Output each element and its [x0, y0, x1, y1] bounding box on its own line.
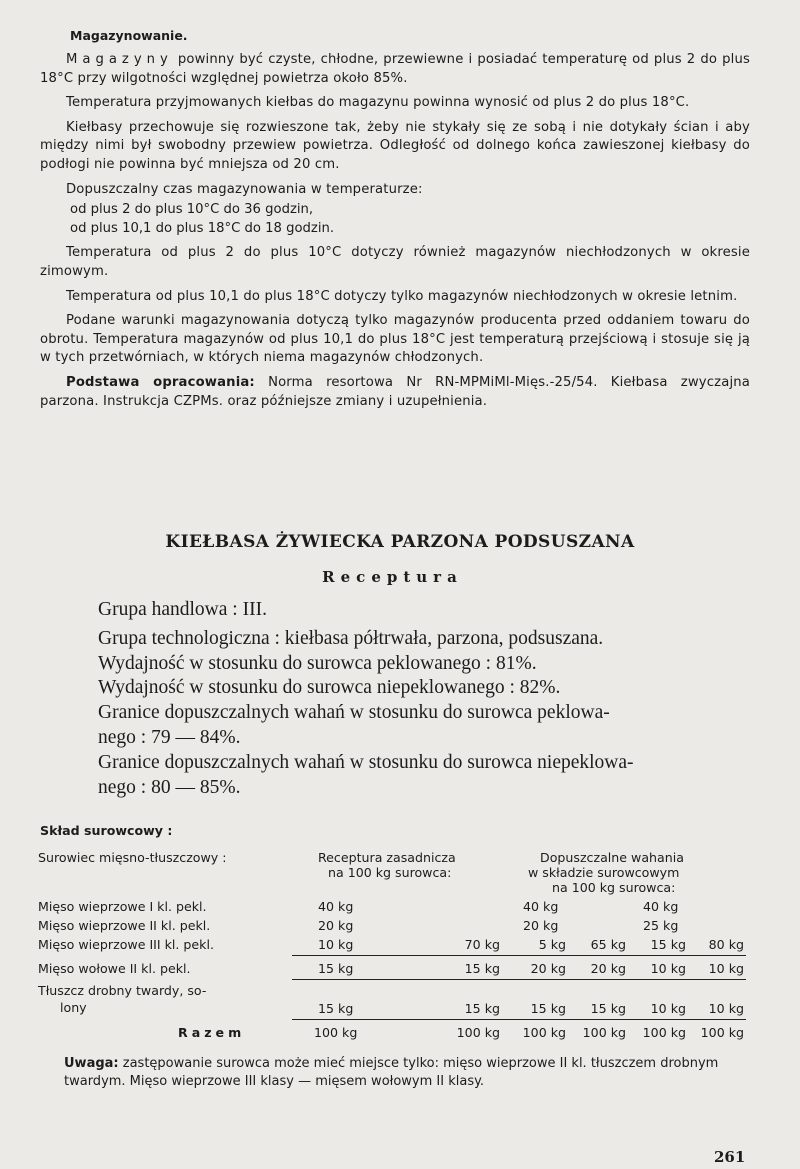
- row-value: 15 kg: [318, 961, 354, 976]
- recipe-range-cured-a: Granice dopuszczalnych wahań w stosunku do surowca peklowa-: [98, 702, 610, 724]
- paragraph-winter: Temperatura od plus 2 do plus 10°C dotyczy również magazynów niechłodzonych w okresie zimowym.: [40, 245, 750, 279]
- row-name: Mięso wieprzowe II kl. pekl.: [38, 918, 211, 933]
- product-title: KIEŁBASA ŻYWIECKA PARZONA PODSUSZANA: [165, 532, 635, 552]
- row-value: 15 kg: [464, 961, 500, 976]
- recipe-tech-group: Grupa technologiczna : kiełbasa półtrwała, parzona, podsuszana.: [98, 627, 604, 649]
- row-value: 15 kg: [590, 1001, 626, 1016]
- recipe-range-uncured-a: Granice dopuszczalnych wahań w stosunku do surowca niepeklowa-: [98, 751, 634, 773]
- row-value: 20 kg: [530, 961, 566, 976]
- row-value: 10 kg: [318, 937, 354, 952]
- row-value: 40 kg: [643, 899, 679, 914]
- footnote: Uwaga: zastępowanie surowca może mieć miejsce tylko: mięso wieprzowe II kl. tłuszczem drobnym twardym. Mięso wieprzowe III klasy — mięsem wołowym II klasy.: [64, 1056, 719, 1089]
- total-value: 100 kg: [642, 1025, 686, 1040]
- row-value: 15 kg: [464, 1001, 500, 1016]
- paragraph-storage-time: Dopuszczalny czas magazynowania w temperaturze:: [66, 181, 423, 197]
- row-value: 15 kg: [530, 1001, 566, 1016]
- recipe-yield-uncured: Wydajność w stosunku do surowca niepeklowanego : 82%.: [98, 677, 561, 699]
- row-value: 20 kg: [590, 961, 626, 976]
- row-value: 40 kg: [523, 899, 559, 914]
- header-base-recipe-1: Receptura zasadnicza: [318, 850, 456, 865]
- header-allowed-1: Dopuszczalne wahania: [540, 850, 684, 865]
- paragraph-warehouses: Magazyny powinny być czyste, chłodne, przewiewne i posiadać temperaturę od plus 2 do plus 18°C przy wilgotności względnej powietrza około 85%.: [40, 52, 750, 86]
- rule-line: [292, 979, 746, 980]
- header-raw-material: Surowiec mięsno-tłuszczowy :: [38, 850, 227, 865]
- paragraph-summer: Temperatura od plus 10,1 do plus 18°C dotyczy tylko magazynów niechłodzonych w okresie letnim.: [66, 288, 738, 304]
- row-value: 20 kg: [523, 918, 559, 933]
- row-value: 70 kg: [464, 937, 500, 952]
- total-value: 100 kg: [314, 1025, 358, 1040]
- storage-time-line-2: od plus 10,1 do plus 18°C do 18 godzin.: [70, 220, 335, 236]
- recipe-yield-cured: Wydajność w stosunku do surowca peklowanego : 81%.: [98, 652, 537, 674]
- header-allowed-2: w składzie surowcowym: [528, 865, 680, 880]
- header-base-recipe-2: na 100 kg surowca:: [328, 865, 452, 880]
- rule-line: [292, 955, 746, 956]
- row-name: Mięso wołowe II kl. pekl.: [38, 961, 191, 976]
- spaced-word: Magazyny: [66, 52, 173, 67]
- paragraph-basis: Podstawa opracowania: Norma resortowa Nr RN-MPMiMl-Mięs.-25/54. Kiełbasa zwyczajna parzona. Instrukcja CZPMs. oraz późniejsze zmiany i uzupełnienia.: [40, 374, 750, 409]
- basis-label: Podstawa opracowania:: [66, 374, 255, 390]
- row-value: 10 kg: [650, 961, 686, 976]
- row-name: Mięso wieprzowe III kl. pekl.: [38, 937, 214, 952]
- page-number: 261: [714, 1148, 746, 1166]
- paragraph-hanging: Kiełbasy przechowuje się rozwieszone tak, żeby nie stykały się ze sobą i nie dotykały ścian i aby między nimi był swobodny przewiew powietrza. Odległość od dolnego końca zawieszonej kiełbasy do podłogi nie powinna być mniejsza od 20 cm.: [40, 119, 750, 172]
- row-value: 40 kg: [318, 899, 354, 914]
- total-value: 100 kg: [582, 1025, 626, 1040]
- total-label: Razem: [178, 1025, 246, 1040]
- rule-line: [292, 1019, 746, 1020]
- total-value: 100 kg: [700, 1025, 744, 1040]
- paragraph-intake-temperature: Temperatura przyjmowanych kiełbas do magazynu powinna wynosić od plus 2 do plus 18°C.: [66, 95, 690, 111]
- row-value: 80 kg: [708, 937, 744, 952]
- total-value: 100 kg: [456, 1025, 500, 1040]
- row-value: 5 kg: [538, 937, 566, 952]
- row-name: Tłuszcz drobny twardy, so-: [38, 983, 207, 998]
- footnote-label: Uwaga:: [64, 1056, 119, 1071]
- storage-heading: Magazynowanie.: [70, 28, 188, 43]
- row-name-cont: lony: [60, 1000, 87, 1015]
- paragraph-conditions: Podane warunki magazynowania dotyczą tylko magazynów producenta przed oddaniem towaru do obrotu. Temperatura magazynów od plus 10,1 do plus 18°C jest temperaturą przejściową i stosuje się ją w tych przetwórniach, w których niema magazynów chłodzonych.: [40, 313, 750, 366]
- recipe-range-uncured-b: nego : 80 — 85%.: [98, 776, 241, 798]
- header-allowed-3: na 100 kg surowca:: [552, 880, 676, 895]
- total-value: 100 kg: [522, 1025, 566, 1040]
- row-value: 25 kg: [643, 918, 679, 933]
- recipe-trade-group: Grupa handlowa : III.: [98, 599, 267, 620]
- row-value: 10 kg: [708, 961, 744, 976]
- row-name: Mięso wieprzowe I kl. pekl.: [38, 899, 207, 914]
- row-value: 20 kg: [318, 918, 354, 933]
- row-value: 65 kg: [590, 937, 626, 952]
- row-value: 10 kg: [708, 1001, 744, 1016]
- row-value: 10 kg: [650, 1001, 686, 1016]
- row-value: 15 kg: [650, 937, 686, 952]
- recipe-range-cured-b: nego : 79 — 84%.: [98, 726, 241, 748]
- recipe-subtitle: Receptura: [322, 568, 463, 586]
- row-value: 15 kg: [318, 1001, 354, 1016]
- table-heading: Skład surowcowy :: [40, 823, 173, 838]
- storage-time-line-1: od plus 2 do plus 10°C do 36 godzin,: [70, 202, 314, 218]
